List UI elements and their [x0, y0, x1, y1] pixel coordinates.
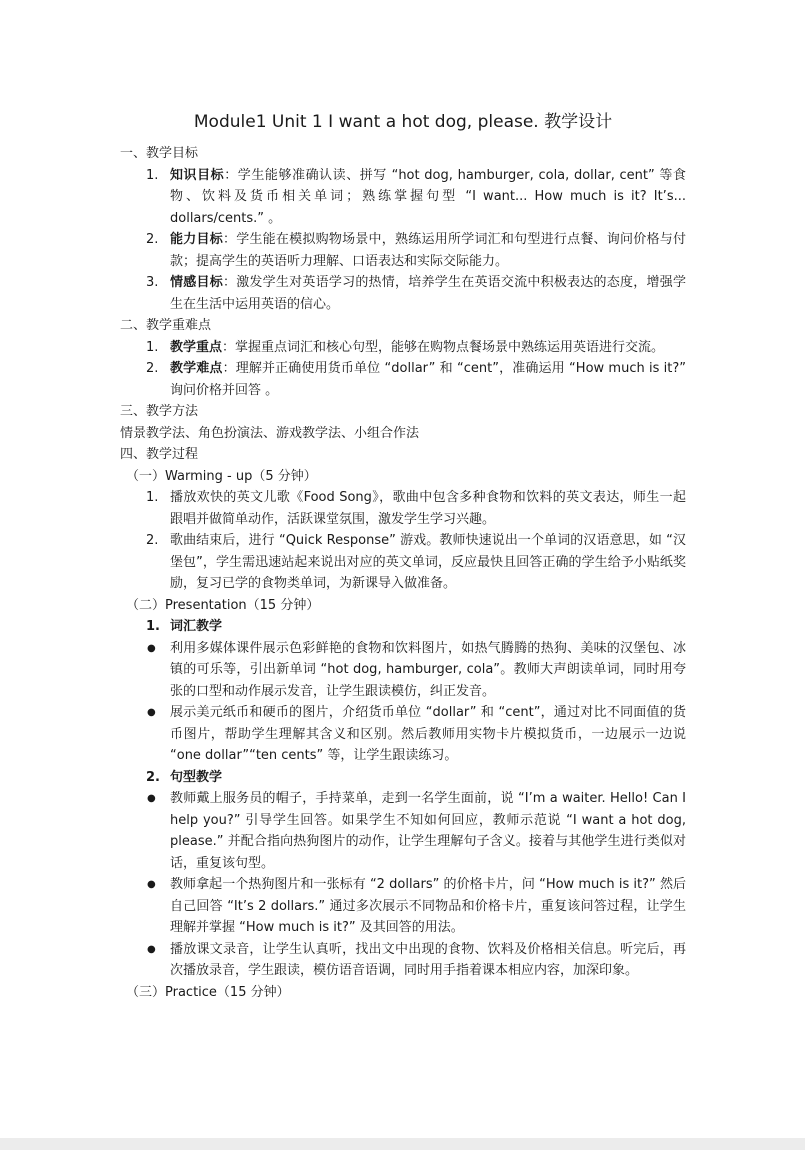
- subsection-heading-practice: （三）Practice（15 分钟）: [126, 984, 290, 1000]
- item-text: 展示美元纸币和硬币的图片，介绍货币单位 “dollar” 和 “cent”，通过对比不同面值的货币图片，帮助学生理解其含义和区别。然后教师用实物卡片模拟货币，一边展示一边说 “one dollar”“ten cents” 等，让学生跟读练习。: [170, 705, 686, 763]
- key-point-item: [120, 358, 686, 401]
- item-text: 教师拿起一个热狗图片和一张标有 “2 dollars” 的价格卡片，问 “How much is it?” 然后自己回答 “It’s 2 dollars.” 通过多次展示不同物品和价格卡片，重复该问答过程，让学生理解并掌握 “How much is it?” 及其回答的用法。: [170, 877, 686, 935]
- section-heading-methods: 三、教学方法: [120, 404, 199, 419]
- document-title: Module1 Unit 1 I want a hot dog, please. 教学设计: [193, 112, 613, 132]
- sentence-heading: [120, 767, 686, 789]
- item-number: 3.: [146, 275, 159, 290]
- item-number: 1.: [146, 339, 159, 355]
- item-label: 句型教学: [170, 769, 223, 785]
- item-label: 能力目标: [170, 232, 223, 247]
- document-body: [120, 108, 686, 1003]
- item-text: 利用多媒体课件展示色彩鲜艳的食物和饮料图片，如热气腾腾的热狗、美味的汉堡包、冰镇的可乐等，引出新单词 “hot dog, hamburger, cola”。教师大声朗读单词，同时用夸张的口型和动作展示发音，让学生跟读模仿，纠正发音。: [170, 640, 686, 699]
- item-number: 2.: [146, 769, 160, 785]
- bullet-item: [120, 874, 686, 939]
- bullet-icon: ●: [147, 943, 156, 955]
- item-label: 教学难点: [170, 361, 223, 376]
- item-label: 知识目标: [170, 167, 225, 183]
- item-number: 2.: [146, 533, 159, 548]
- vocab-heading: [120, 616, 686, 638]
- item-text: 播放课文录音，让学生认真听，找出文中出现的食物、饮料及价格相关信息。听完后，再次播放录音，学生跟读，模仿语音语调，同时用手指着课本相应内容，加深印象。: [170, 941, 686, 978]
- item-text: ：掌握重点词汇和核心句型，能够在购物点餐场景中熟练运用英语进行交流。: [222, 339, 665, 355]
- page-gap: [0, 1138, 805, 1150]
- item-number: 2.: [146, 361, 159, 376]
- objective-item: [120, 229, 686, 272]
- item-text: 歌曲结束后，进行 “Quick Response” 游戏。教师快速说出一个单词的汉语意思，如 “汉堡包”，学生需迅速站起来说出对应的英文单词，反应最快且回答正确的学生给予小贴纸奖励，复习已学的食物类单词，为新课导入做准备。: [170, 533, 686, 591]
- bullet-icon: ●: [147, 642, 156, 654]
- section-heading-process: 四、教学过程: [120, 447, 199, 462]
- warmup-item: [120, 487, 686, 530]
- item-label: 情感目标: [170, 275, 223, 290]
- bullet-icon: ●: [147, 793, 156, 804]
- warmup-item: [120, 530, 686, 595]
- bullet-item: [120, 638, 686, 703]
- item-text: 播放欢快的英文儿歌《Food Song》，歌曲中包含多种食物和饮料的英文表达，师生一起跟唱并做简单动作，活跃课堂氛围，激发学生学习兴趣。: [170, 490, 686, 527]
- methods-text: 情景教学法、角色扮演法、游戏教学法、小组合作法: [120, 425, 420, 441]
- bullet-item: [120, 939, 686, 982]
- item-number: 1.: [146, 167, 159, 183]
- item-text: ：激发学生对英语学习的热情，培养学生在英语交流中积极表达的态度，增强学生在生活中运用英语的信心。: [170, 275, 686, 312]
- item-number: 2.: [146, 232, 159, 247]
- bullet-icon: ●: [147, 879, 156, 890]
- item-number: 1.: [146, 619, 160, 634]
- item-text: ：学生能够准确认读、拼写 “hot dog, hamburger, cola, dollar, cent” 等食物、饮料及货币相关单词；熟练掌握句型 “I want... How much is it? It’s... dollars/cents.” 。: [170, 167, 686, 226]
- bullet-item: [120, 702, 686, 767]
- bullet-icon: ●: [147, 707, 156, 718]
- item-text: ：学生能在模拟购物场景中，熟练运用所学词汇和句型进行点餐、询问价格与付款；提高学生的英语听力理解、口语表达和实际交际能力。: [170, 232, 686, 269]
- objective-item: [120, 272, 686, 315]
- subsection-heading-warmup: （一）Warming - up（5 分钟）: [126, 468, 317, 484]
- item-text: 教师戴上服务员的帽子，手持菜单，走到一名学生面前，说 “I’m a waiter. Hello! Can I help you?” 引导学生回答。如果学生不知如何回应，教师示范说 “I want a hot dog, please.” 并配合指向热狗图片的动作，让学生理解句子含义。接着与其他学生进行类似对话，重复该句型。: [170, 791, 686, 871]
- section-heading-key-points: 二、教学重难点: [120, 318, 212, 333]
- item-text: ：理解并正确使用货币单位 “dollar” 和 “cent”，准确运用 “How much is it?” 询问价格并回答 。: [170, 361, 686, 398]
- item-label: 词汇教学: [170, 619, 223, 634]
- bullet-item: [120, 788, 686, 874]
- key-point-item: [120, 337, 686, 359]
- item-label: 教学重点: [170, 339, 223, 355]
- item-number: 1.: [146, 490, 159, 505]
- subsection-heading-presentation: （二）Presentation（15 分钟）: [126, 597, 320, 613]
- section-heading-objectives: 一、教学目标: [120, 146, 199, 161]
- objective-item: [120, 165, 686, 230]
